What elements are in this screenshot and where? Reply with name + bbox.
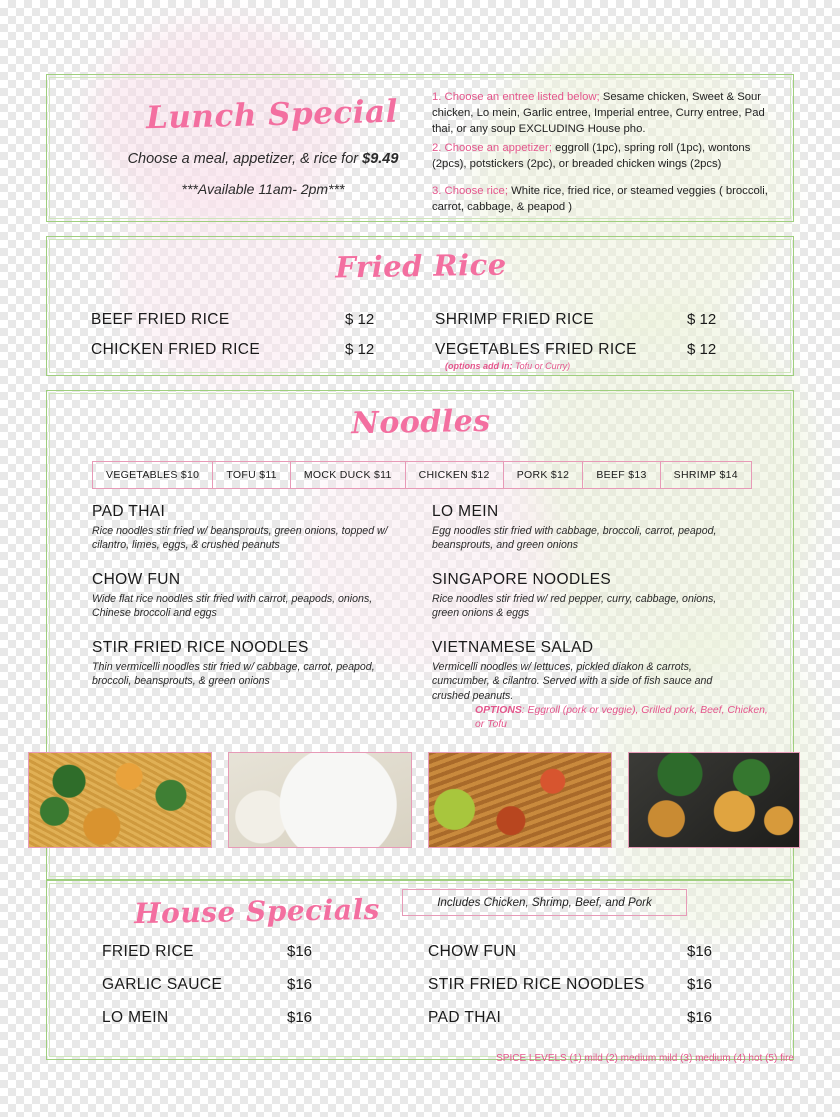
fried-rice-item-name: VEGETABLES FRIED RICE xyxy=(435,341,637,358)
house-special-name: FRIED RICE xyxy=(102,943,194,960)
lunch-step-1-head: 1. Choose an entree listed below; xyxy=(432,91,600,103)
noodle-dish-vietnamese-salad xyxy=(432,639,732,703)
lunch-special-title: Lunch Special xyxy=(145,93,399,137)
house-special-name: PAD THAI xyxy=(428,1009,502,1026)
protein-price-bar xyxy=(92,461,752,489)
house-special-name: GARLIC SAUCE xyxy=(102,976,223,993)
vietnamese-salad-options xyxy=(475,704,775,732)
noodle-dish-chow-fun xyxy=(92,571,392,621)
lunch-step-3 xyxy=(432,183,782,215)
dish-name: SINGAPORE NOODLES xyxy=(432,571,612,588)
fried-rice-item-price: $ 12 xyxy=(687,311,717,328)
lunch-step-3-body: White rice, fried rice, or steamed veggies ( broccoli, carrot, cabbage, & peapod ) xyxy=(432,185,768,214)
house-special-price: $16 xyxy=(687,943,713,960)
fried-rice-item-price: $ 12 xyxy=(345,311,375,328)
lunch-step-2 xyxy=(432,140,782,172)
house-special-price: $16 xyxy=(687,1009,713,1026)
fried-rice-title: Fried Rice xyxy=(334,247,508,285)
photo-pad-thai-with-lime xyxy=(428,752,612,848)
protein-label: TOFU xyxy=(226,469,256,481)
fried-rice-panel xyxy=(46,236,794,376)
protein-label: MOCK DUCK xyxy=(303,469,371,481)
protein-label: PORK xyxy=(516,469,548,481)
protein-label: CHICKEN xyxy=(418,469,469,481)
protein-option-beef[interactable] xyxy=(583,462,660,488)
dish-name: PAD THAI xyxy=(92,503,166,520)
house-special-name: LO MEIN xyxy=(102,1009,169,1026)
lunch-step-2-body: eggroll (1pc), spring roll (1pc), wontons (2pcs), potstickers (2pc), or breaded chicken wings (2pcs) xyxy=(432,142,751,171)
fried-rice-item-price: $ 12 xyxy=(687,341,717,358)
protein-option-shrimp[interactable] xyxy=(661,462,751,488)
house-special-price: $16 xyxy=(287,1009,313,1026)
dish-description: Egg noodles stir fried with cabbage, broccoli, carrot, peapod, beansprouts, and green onions xyxy=(432,525,717,552)
protein-option-chicken[interactable] xyxy=(406,462,504,488)
protein-price: $11 xyxy=(259,469,277,481)
protein-price: $12 xyxy=(471,469,490,481)
protein-option-pork[interactable] xyxy=(504,462,584,488)
dish-name: CHOW FUN xyxy=(92,571,181,588)
protein-price: $11 xyxy=(373,469,392,481)
spice-levels-note: SPICE LEVELS (1) mild (2) medium mild (3) medium (4) hot (5) fire xyxy=(496,1053,794,1064)
dish-name: VIETNAMESE SALAD xyxy=(432,639,594,656)
protein-price: $12 xyxy=(550,469,570,481)
house-specials-panel xyxy=(46,880,794,1060)
photo-noodle-salad-white-bowl xyxy=(228,752,412,848)
protein-label: SHRIMP xyxy=(673,469,717,481)
protein-label: BEEF xyxy=(596,469,625,481)
house-special-price: $16 xyxy=(287,943,313,960)
dish-name: STIR FRIED RICE NOODLES xyxy=(92,639,309,656)
lunch-special-subtitle xyxy=(73,151,453,167)
photo-stir-fried-noodles-with-broccoli xyxy=(28,752,212,848)
noodle-dish-stir-fried-rice-noodles xyxy=(92,639,392,689)
fried-rice-item-price: $ 12 xyxy=(345,341,375,358)
dish-description: Rice noodles stir fried w/ red pepper, curry, cabbage, onions, green onions & eggs xyxy=(432,593,717,620)
lunch-step-1 xyxy=(432,89,782,137)
dish-description: Vermicelli noodles w/ lettuces, pickled diakon & carrots, cumcumber, & cilantro. Served with a side of fish sauce and crushed peanuts. xyxy=(432,661,713,702)
lunch-special-panel xyxy=(46,74,794,222)
noodle-dish-pad-thai xyxy=(92,503,392,553)
fried-rice-options-note xyxy=(445,361,570,371)
dish-description: Wide flat rice noodles stir fried with carrot, peapods, onions, Chinese broccoli and eggs xyxy=(92,593,373,620)
fried-rice-options-label: (options add in: xyxy=(445,361,513,371)
protein-label: VEGETABLES xyxy=(106,469,178,481)
fried-rice-options-value: Tofu or Curry) xyxy=(512,361,571,371)
lunch-step-3-head: 3. Choose rice; xyxy=(432,185,508,197)
fried-rice-item-name: BEEF FRIED RICE xyxy=(91,311,230,328)
lunch-availability: ***Available 11am- 2pm*** xyxy=(181,181,345,197)
noodles-title: Noodles xyxy=(351,403,491,442)
protein-price: $14 xyxy=(719,469,738,481)
protein-option-tofu[interactable] xyxy=(213,462,291,488)
house-special-price: $16 xyxy=(687,976,713,993)
dish-description: Thin vermicelli noodles stir fried w/ cabbage, carrot, peapod, broccoli, beansprouts, & green onions xyxy=(92,661,375,688)
house-special-name: CHOW FUN xyxy=(428,943,517,960)
house-specials-title: House Specials xyxy=(133,892,381,931)
photo-noodles-with-tofu-black-bowl xyxy=(628,752,800,848)
protein-option-vegetables[interactable] xyxy=(93,462,213,488)
house-special-price: $16 xyxy=(287,976,313,993)
noodle-dish-singapore-noodles xyxy=(432,571,732,621)
house-special-name: STIR FRIED RICE NOODLES xyxy=(428,976,645,993)
noodle-dish-lo-mein xyxy=(432,503,732,553)
options-label: OPTIONS xyxy=(475,705,522,716)
protein-option-mock-duck[interactable] xyxy=(291,462,406,488)
lunch-step-1-body: Sesame chicken, Sweet & Sour chicken, Lo mein, Garlic entree, Imperial entree, Curry entree, Pad thai, or any soup EXCLUDING House pho. xyxy=(432,91,765,136)
lunch-subtitle-text: Choose a meal, appetizer, & rice for xyxy=(127,151,363,167)
dish-description: Rice noodles stir fried w/ beansprouts, green onions, topped w/ cilantro, limes, eggs, & crushed peanuts xyxy=(92,525,388,552)
options-text: : Eggroll (pork or veggie), Grilled pork, Beef, Chicken, or Tofu xyxy=(475,705,768,731)
house-specials-includes: Includes Chicken, Shrimp, Beef, and Pork xyxy=(402,889,687,916)
dish-name: LO MEIN xyxy=(432,503,499,520)
lunch-price: $9.49 xyxy=(362,151,399,167)
fried-rice-item-name: CHICKEN FRIED RICE xyxy=(91,341,261,358)
protein-price: $10 xyxy=(180,469,200,481)
fried-rice-item-name: SHRIMP FRIED RICE xyxy=(435,311,594,328)
protein-price: $13 xyxy=(628,469,647,481)
lunch-step-2-head: 2. Choose an appetizer; xyxy=(432,142,552,154)
